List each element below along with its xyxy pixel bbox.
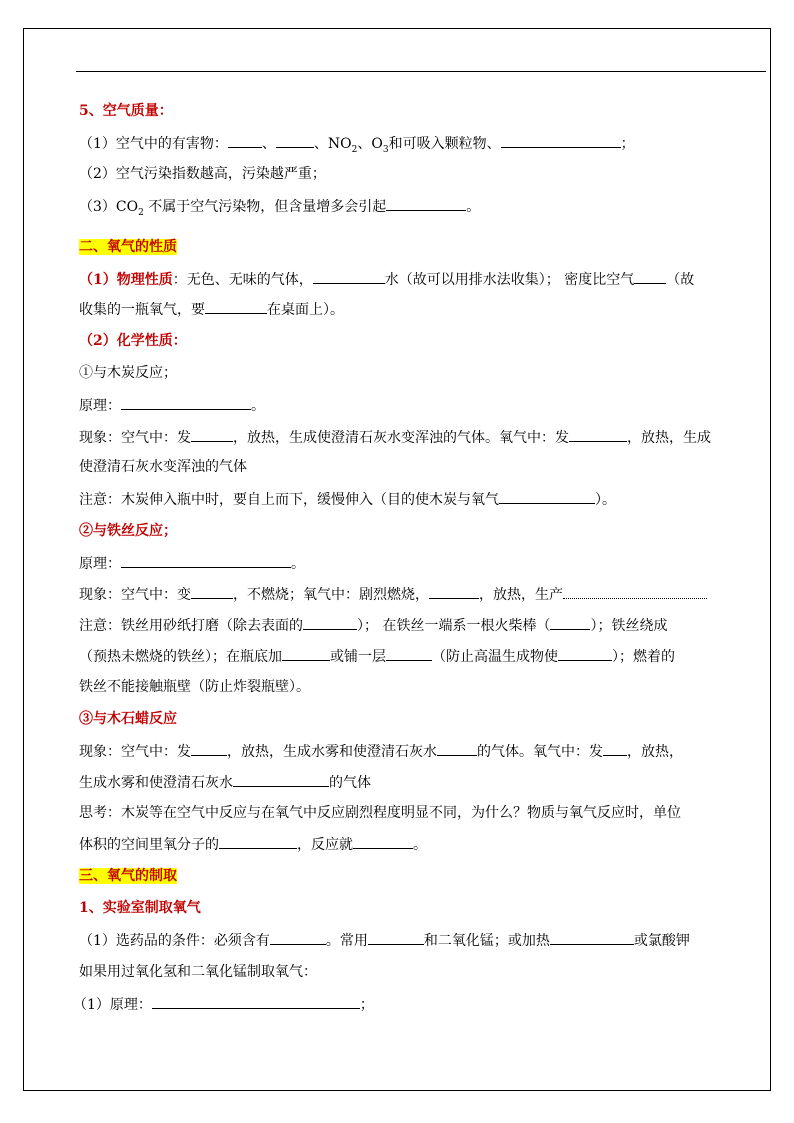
blank-field[interactable]: [228, 133, 262, 148]
carbon-note-line: 注意：木炭伸入瓶中时，要自上而下，缓慢伸入（目的使木炭与氧气 ）。: [79, 489, 769, 510]
blank-field[interactable]: [313, 269, 385, 284]
think-line-2: 体积的空间里氧分子的 ，反应就 。: [79, 834, 769, 855]
iron-reaction-title: ②与铁丝反应；: [79, 523, 177, 539]
header-rule: [76, 71, 766, 72]
blank-field[interactable]: [282, 646, 330, 661]
blank-field[interactable]: [191, 741, 227, 756]
blank-field[interactable]: [429, 584, 479, 599]
oxygen-preparation-heading: 三、氧气的制取: [79, 868, 177, 884]
blank-field[interactable]: [121, 395, 251, 410]
blank-field[interactable]: [368, 930, 424, 945]
blank-field[interactable]: [191, 584, 233, 599]
carbon-phenomenon-line: 现象：空气中：发 ，放热，生成使澄清石灰水变浑浊的气体。氧气中：发 ，放热，生成: [79, 427, 769, 448]
blank-field[interactable]: [191, 427, 233, 442]
blank-field[interactable]: [558, 646, 612, 661]
blank-field[interactable]: [437, 741, 477, 756]
blank-field[interactable]: [569, 427, 627, 442]
iron-phenomenon-line: 现象：空气中：变 ，不燃烧；氧气中：剧烈燃烧， ，放热，生产: [79, 584, 769, 605]
carbon-reaction-title: ①与木炭反应；: [79, 365, 177, 381]
blank-field[interactable]: [152, 994, 360, 1009]
harmful-substances-line: （1）空气中的有害物： 、 、$NO_2$、$O_3$和可吸入颗粒物、 ；: [79, 133, 769, 160]
air-quality-heading: 5、空气质量：: [79, 103, 173, 119]
blank-field[interactable]: [276, 133, 314, 148]
wax-phenomenon-line-2: 生成水雾和使澄清石灰水 的气体: [79, 772, 769, 793]
carbon-principle-line: 原理： 。: [79, 395, 769, 416]
iron-note-line-2: （预热未燃烧的铁丝）；在瓶底加 或铺一层 （防止高温生成物使 ）；燃着的: [79, 646, 769, 667]
blank-field[interactable]: [386, 646, 432, 661]
blank-field[interactable]: [121, 553, 291, 568]
blank-field[interactable]: [233, 772, 329, 787]
iron-note-line: 注意：铁丝用砂纸打磨（除去表面的 ）； 在铁丝一端系一根火柴棒（ ）；铁丝绕成: [79, 615, 769, 636]
blank-field[interactable]: [270, 930, 326, 945]
co2-line: $(3)CO_2$ 不属于空气污染物，但含量增多会引起 。: [79, 196, 769, 223]
wax-reaction-title: ③与木石蜡反应: [79, 711, 177, 727]
physical-properties-line-2: 收集的一瓶氧气，要 在桌面上）。: [79, 299, 769, 320]
blank-field[interactable]: [550, 615, 590, 630]
blank-field[interactable]: [550, 930, 634, 945]
think-line: 思考：木炭等在空气中反应与在氧气中反应剧烈程度明显不同，为什么？物质与氧气反应时，单位: [79, 805, 681, 821]
blank-field[interactable]: [303, 615, 357, 630]
iron-note-line-3: 铁丝不能接触瓶壁（防止炸裂瓶壁）。: [79, 679, 310, 695]
oxygen-properties-heading: 二、氧气的性质: [79, 239, 177, 255]
carbon-phenomenon-line-2: 使澄清石灰水变浑浊的气体: [79, 459, 247, 475]
blank-field[interactable]: [386, 196, 466, 211]
wax-phenomenon-line: 现象：空气中：发 ，放热，生成水雾和使澄清石灰水 的气体。氧气中：发 ，放热，: [79, 741, 769, 762]
blank-field[interactable]: [219, 834, 297, 849]
lab-preparation-heading: 1、实验室制取氧气: [79, 900, 201, 916]
blank-field[interactable]: [634, 269, 666, 284]
blank-field[interactable]: [499, 489, 595, 504]
reagent-condition-line: （1）选药品的条件：必须含有 。常用 和二氧化锰；或加热 或氯酸钾: [79, 930, 769, 951]
pollution-index-line: （2）空气污染指数越高，污染越严重；: [79, 166, 326, 182]
physical-properties-line: （1）物理性质：无色、无味的气体， 水（故可以用排水法收集）； 密度比空气 （故: [79, 269, 769, 290]
chemical-properties-heading: （2）化学性质：: [79, 333, 187, 349]
blank-field[interactable]: [603, 741, 627, 756]
blank-field[interactable]: [205, 299, 267, 314]
iron-principle-line: 原理： 。: [79, 553, 769, 574]
dotted-blank-field[interactable]: [563, 584, 707, 599]
blank-field[interactable]: [353, 834, 413, 849]
hydrogen-peroxide-line: 如果用过氧化氢和二氧化锰制取氧气：: [79, 964, 317, 980]
blank-field[interactable]: [501, 133, 621, 148]
preparation-principle-line: （1）原理： ；: [73, 994, 763, 1015]
